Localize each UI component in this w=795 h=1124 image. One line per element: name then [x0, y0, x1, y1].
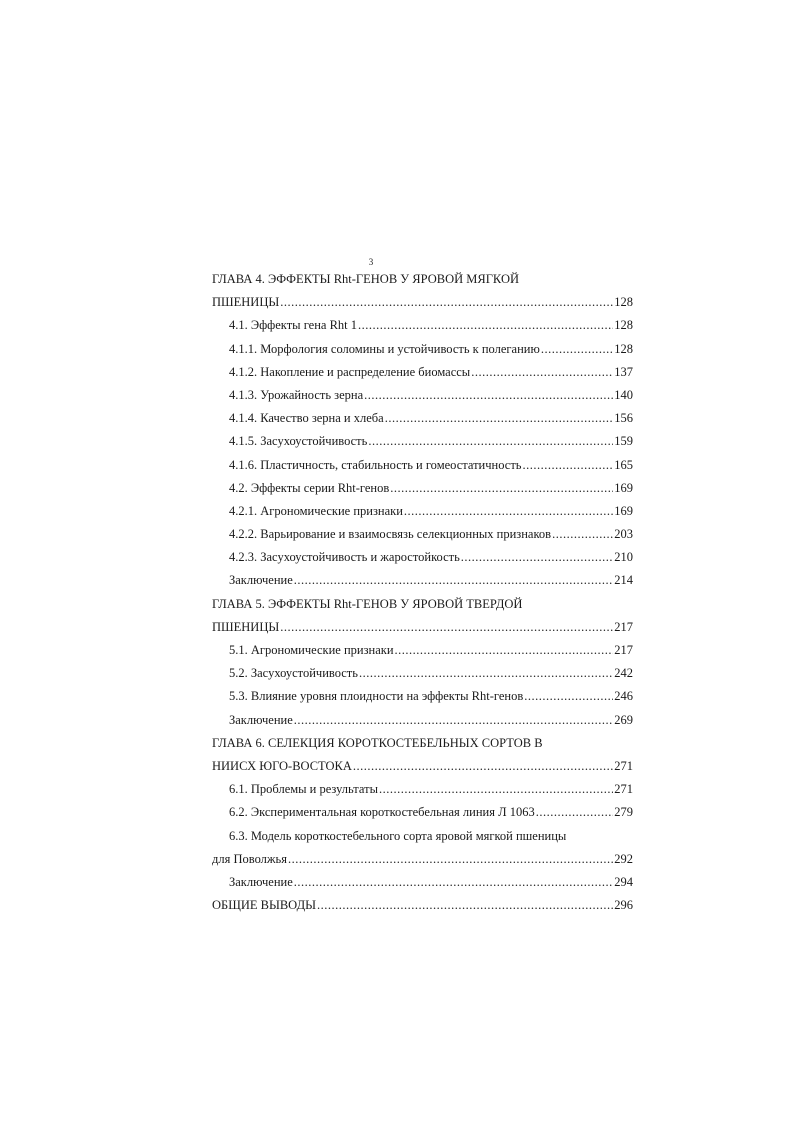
toc-entry-page: 203 — [614, 527, 633, 542]
toc-dot-leader — [378, 778, 613, 801]
toc-entry-title: Заключение — [229, 573, 293, 588]
toc-entry-page: 269 — [614, 712, 633, 727]
toc-entry — [212, 454, 633, 477]
toc-dot-leader — [460, 546, 613, 569]
toc-entry-title: 6.3. Модель короткостебельного сорта яровой мягкой пшеницы — [229, 828, 567, 843]
toc-entry-title: 4.2.3. Засухоустойчивость и жаростойкость — [229, 550, 460, 565]
toc-entry — [212, 314, 633, 337]
toc-entry-page: 169 — [614, 503, 633, 518]
toc-entry-page: 279 — [614, 805, 633, 820]
toc-entry — [212, 662, 633, 685]
toc-entry — [212, 407, 633, 430]
toc-entry-title: ПШЕНИЦЫ — [212, 619, 280, 634]
toc-dot-leader — [293, 871, 614, 894]
toc-entry-page: 128 — [614, 341, 633, 356]
toc-dot-leader — [287, 848, 613, 871]
toc-dot-leader — [293, 709, 614, 732]
toc-entry-title: 6.2. Экспериментальная короткостебельная линия Л 1063 — [229, 805, 535, 820]
toc-entry-page: 156 — [614, 411, 633, 426]
toc-entry-title: 5.2. Засухоустойчивость — [229, 666, 358, 681]
toc-entry-title: 6.1. Проблемы и результаты — [229, 782, 378, 797]
toc-dot-leader — [394, 639, 614, 662]
toc-entry-title: 4.1.6. Пластичность, стабильность и гомеостатичность — [229, 457, 522, 472]
toc-entry-page: 128 — [614, 295, 633, 310]
toc-entry-title: Заключение — [229, 874, 293, 889]
toc-entry-title: 5.1. Агрономические признаки — [229, 643, 394, 657]
toc-entry-title: ГЛАВА 6. СЕЛЕКЦИЯ КОРОТКОСТЕБЕЛЬНЫХ СОРТОВ В — [212, 735, 543, 750]
toc-entry — [212, 477, 633, 500]
toc-entry-page: 292 — [614, 851, 633, 866]
toc-entry — [212, 616, 633, 639]
toc-entry-page: 210 — [614, 550, 633, 565]
toc-entry-page: 140 — [614, 387, 633, 402]
toc-entry — [212, 639, 633, 662]
toc-entry — [212, 709, 633, 732]
page-number: 3 — [368, 257, 374, 267]
toc-dot-leader — [293, 569, 614, 592]
toc-entry — [212, 755, 633, 778]
toc-entry — [212, 361, 633, 384]
toc-dot-leader — [389, 477, 613, 500]
toc-entry — [212, 291, 633, 314]
toc-entry-title: 4.1.4. Качество зерна и хлеба — [229, 411, 384, 426]
toc-entry — [212, 500, 633, 523]
toc-entry-title: 4.2.2. Варьирование и взаимосвязь селекционных признаков — [229, 527, 552, 542]
toc-entry-title: 4.1. Эффекты гена Rht 1 — [229, 318, 358, 333]
toc-entry — [212, 778, 633, 801]
toc-entry-title: 4.1.5. Засухоустойчивость — [229, 434, 368, 449]
toc-entry-title: Заключение — [229, 712, 293, 727]
toc-entry-page: 165 — [614, 457, 633, 472]
toc-entry-title: 4.1.2. Накопление и распределение биомассы — [229, 364, 471, 379]
toc-entry-title: 4.2. Эффекты серии Rht-генов — [229, 480, 390, 495]
toc-entry — [212, 546, 633, 569]
table-of-contents — [212, 268, 633, 917]
toc-entry — [212, 871, 633, 894]
toc-dot-leader — [540, 338, 613, 361]
toc-entry-title: 5.3. Влияние уровня плоидности на эффекты Rht-генов — [229, 689, 524, 704]
toc-dot-leader — [316, 894, 613, 917]
toc-entry-page: 217 — [614, 643, 633, 657]
toc-entry-page: 217 — [614, 619, 633, 634]
toc-entry — [212, 848, 633, 871]
toc-entry-title: ПШЕНИЦЫ — [212, 295, 280, 310]
toc-entry-page: 296 — [614, 898, 633, 913]
toc-entry — [212, 825, 633, 848]
toc-dot-leader — [363, 384, 613, 407]
toc-dot-leader — [279, 291, 613, 314]
toc-entry-title: 4.2.1. Агрономические признаки — [229, 503, 403, 518]
toc-dot-leader — [470, 361, 613, 384]
toc-entry-title: 4.1.3. Урожайность зерна — [229, 387, 364, 402]
toc-entry-page: 137 — [614, 364, 633, 379]
toc-entry-page: 159 — [614, 434, 633, 449]
toc-entry-page: 128 — [614, 318, 633, 333]
toc-entry — [212, 268, 633, 291]
toc-dot-leader — [523, 685, 613, 708]
toc-entry-title: 4.1.1. Морфология соломины и устойчивость к полеганию — [229, 341, 540, 356]
toc-entry — [212, 732, 633, 755]
toc-dot-leader — [357, 314, 613, 337]
toc-entry — [212, 569, 633, 592]
toc-entry-title: ГЛАВА 5. ЭФФЕКТЫ Rht-ГЕНОВ У ЯРОВОЙ ТВЕРДОЙ — [212, 596, 523, 611]
toc-entry-title: НИИСХ ЮГО-ВОСТОКА — [212, 758, 352, 773]
toc-dot-leader — [358, 662, 613, 685]
toc-entry-page: 294 — [614, 874, 633, 889]
toc-entry — [212, 894, 633, 917]
toc-dot-leader — [535, 801, 614, 824]
toc-entry-page: 246 — [614, 689, 633, 704]
toc-entry — [212, 685, 633, 708]
toc-entry — [212, 384, 633, 407]
toc-dot-leader — [522, 454, 614, 477]
toc-dot-leader — [384, 407, 614, 430]
toc-dot-leader — [279, 616, 613, 639]
toc-entry — [212, 593, 633, 616]
toc-entry-page: 169 — [614, 480, 633, 495]
toc-dot-leader — [403, 500, 613, 523]
toc-entry — [212, 338, 633, 361]
toc-entry-title: ОБЩИЕ ВЫВОДЫ — [212, 898, 317, 913]
toc-entry — [212, 801, 633, 824]
toc-entry-page: 271 — [614, 782, 633, 797]
toc-entry — [212, 430, 633, 453]
toc-entry-page: 271 — [614, 758, 633, 773]
toc-dot-leader — [551, 523, 613, 546]
toc-entry-title: ГЛАВА 4. ЭФФЕКТЫ Rht-ГЕНОВ У ЯРОВОЙ МЯГКОЙ — [212, 272, 520, 286]
toc-entry — [212, 523, 633, 546]
toc-entry-title: для Поволжья — [212, 851, 287, 866]
toc-entry-page: 214 — [614, 573, 633, 588]
toc-entry-page: 242 — [614, 666, 633, 681]
toc-dot-leader — [352, 755, 613, 778]
toc-dot-leader — [367, 430, 613, 453]
